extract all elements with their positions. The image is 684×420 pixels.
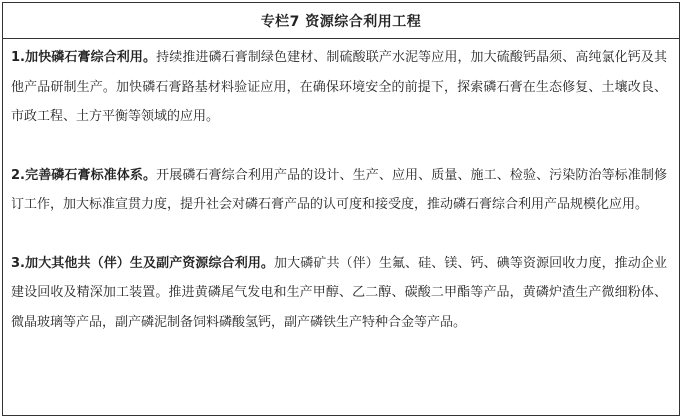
column-box: [2, 2, 680, 416]
section-2-heading: 2.完善磷石膏标准体系。: [11, 167, 157, 183]
column-content: [3, 39, 679, 337]
section-3: [11, 249, 667, 338]
section-3-body: 加大磷矿共（伴）生氟、硅、镁、钙、碘等资源回收力度，推动企业建设回收及精深加工装置。推进黄磷尾气发电和生产甲醇、乙二醇、碳酸二甲酯等产品，黄磷炉渣生产微细粉体、微晶玻璃等产品，副产磷泥制备饲料磷酸氢钙，副产磷铁生产特种合金等产品。: [11, 255, 667, 330]
section-1-heading: 1.加快磷石膏综合利用。: [11, 50, 157, 65]
column-title: 专栏7 资源综合利用工程: [3, 3, 679, 39]
section-2-body: 开展磷石膏综合利用产品的设计、生产、应用、质量、施工、检验、污染防治等标准制修订工作，加大标准宣贯力度，提升社会对磷石膏产品的认可度和接受度，推动磷石膏综合利用产品规模化应用。: [11, 167, 667, 212]
section-3-heading: 3.加大其他共（伴）生及副产资源综合利用。: [11, 255, 275, 271]
section-1-body: 持续推进磷石膏制绿色建材、制硫酸联产水泥等应用，加大硫酸钙晶须、高纯氯化钙及其他产品研制生产。加快磷石膏路基材料验证应用，在确保环境安全的前提下，探索磷石膏在生态修复、土壤改良、市政工程、土方平衡等领域的应用。: [11, 50, 667, 124]
section-2: [11, 161, 667, 220]
section-1: [11, 43, 667, 132]
